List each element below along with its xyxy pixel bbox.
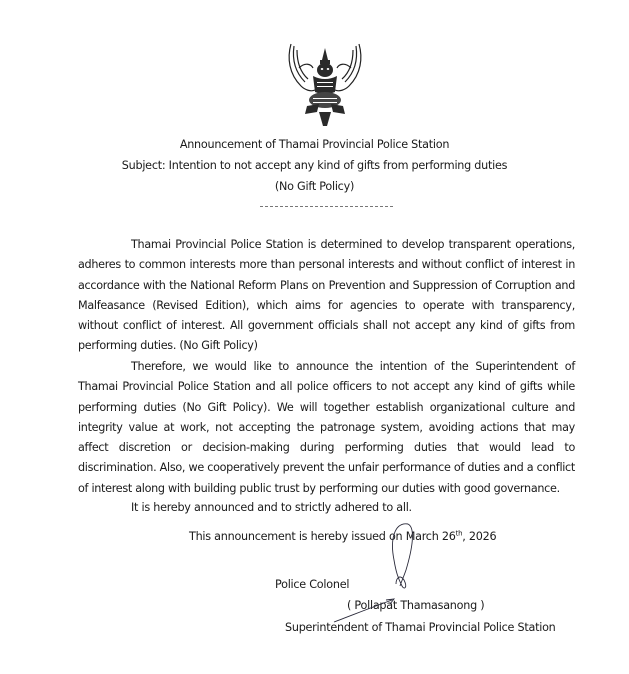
signatory-position: Superintendent of Thamai Provincial Police Station (285, 621, 556, 634)
header-divider (260, 206, 393, 207)
signatory-rank: Police Colonel (275, 578, 350, 591)
paragraph-1-text: Thamai Provincial Police Station is determined to develop transparent operations, adheres to common interests more than personal interests and without conflict of interest in accordance with the National Reform Plans on Prevention and Suppression of Corruption and Malfeasance (Revised Edition), which aims for agencies to operate with transparency, without conflict of interest. All government officials shall not accept any kind of gifts from performing duties. (No Gift Policy) (78, 238, 575, 353)
paragraph-2-text: Therefore, we would like to announce the intention of the Superintendent of Thamai Provincial Police Station and all police officers to not accept any kind of gifts while performing duties (No Gift Policy). We will together establish organizational culture and integrity value at work, not accepting the patronage system, avoiding actions that may affect discretion or decision-making during performing duties that would lead to discrimination. Also, we cooperatively prevent the unfair performance of duties and a conflict of interest along with building public trust by performing our duties with good governance. (78, 360, 575, 495)
garuda-emblem-icon (283, 38, 367, 128)
body-paragraph-1 (78, 235, 575, 357)
announcement-title: Announcement of Thamai Provincial Police Station (179, 138, 450, 151)
closing-statement: It is hereby announced and to strictly adhered to all. (131, 501, 412, 514)
announcement-subject: Subject: Intention to not accept any kind of gifts from performing duties (121, 159, 508, 172)
signatory-name: ( Pollapat Thamasanong ) (347, 599, 485, 612)
issue-date-ordinal: th (455, 529, 463, 538)
issue-date-year: , 2026 (462, 530, 497, 543)
issue-date-prefix: This announcement is hereby issued on March 26 (189, 530, 456, 543)
policy-name: (No Gift Policy) (274, 180, 355, 193)
issue-date (189, 530, 496, 543)
body-paragraph-2 (78, 357, 575, 499)
